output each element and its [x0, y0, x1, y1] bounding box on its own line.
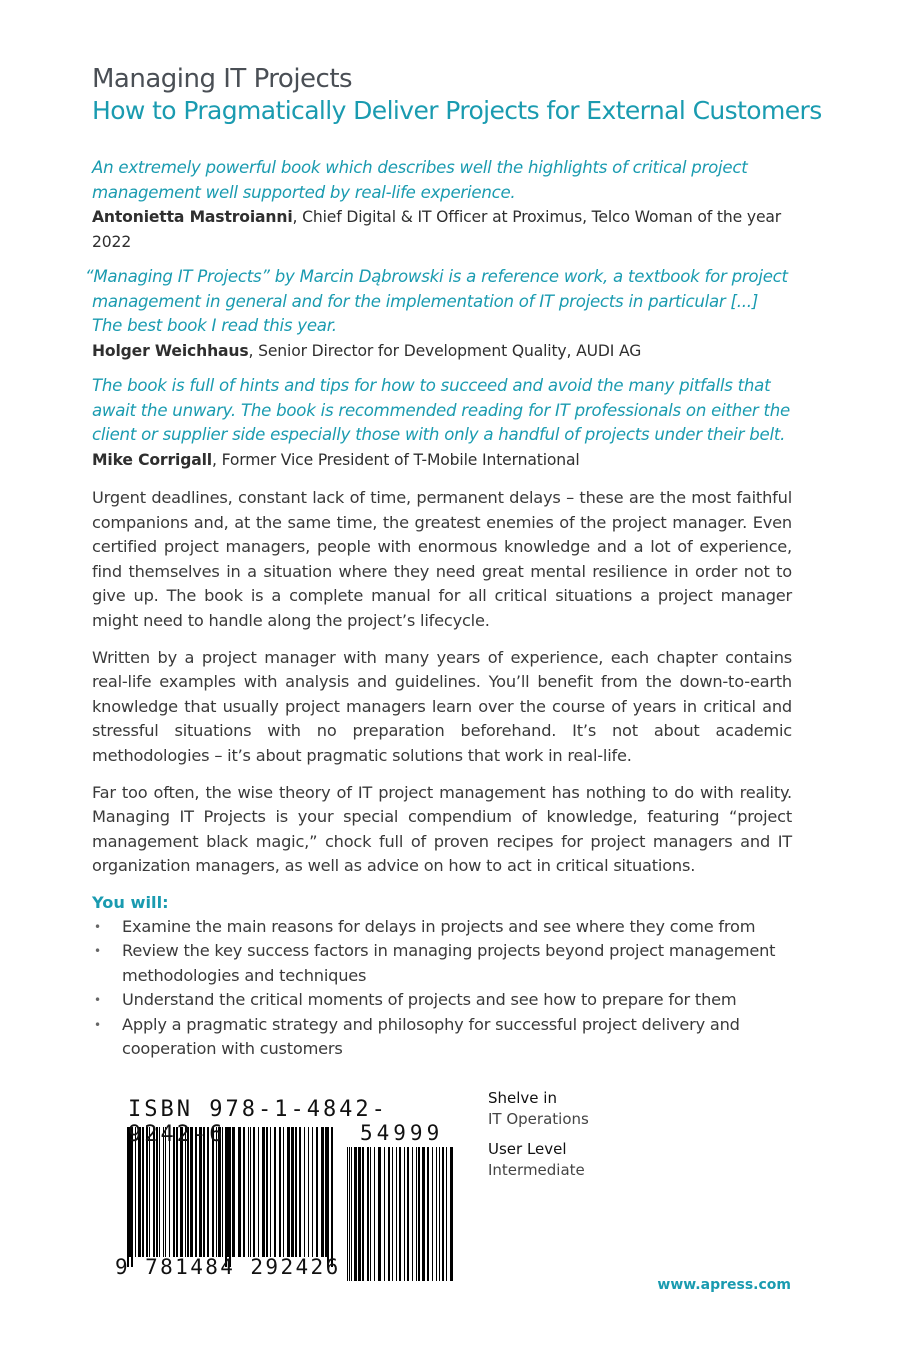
bullet-icon: •: [94, 1017, 101, 1032]
barcode-bar: [370, 1147, 371, 1281]
endorser-name: Mike Corrigall: [92, 450, 212, 469]
isbn-barcode: [115, 1097, 465, 1285]
isbn-label: ISBN 978-1-4842-9242-6: [128, 1097, 388, 1147]
description-paragraph: Urgent deadlines, constant lack of time, permanent delays – these are the most faithful companions and, at the same time, the greatest enemies of the project manager. Even certified project managers, people with enormous knowledge and a lot of experience, find themselves in a situation where they need great mental resilience in order not to give up. The book is a complete manual for all critical situations a project manager might need to handle along the project’s lifecycle.: [92, 488, 792, 630]
cover-text: [85, 156, 792, 1062]
barcode-bar: [384, 1147, 385, 1281]
endorser-name: Antonietta Mastroianni: [92, 208, 293, 226]
description-paragraph: Far too often, the wise theory of IT project management has nothing to do with reality. Managing IT Projects is your special compendium of knowledge, featuring “project management black magic,” chock full of proven recipes for project managers and IT organization managers, as well as advice on how to act in critical situations.: [92, 782, 792, 876]
list-item-text: Examine the main reasons for delays in projects and see where they come from: [122, 916, 756, 936]
barcode-bar: [439, 1147, 440, 1281]
user-level-value: Intermediate: [488, 1161, 585, 1179]
barcode-guard-bar: [225, 1127, 227, 1267]
endorsement-quote: [85, 265, 792, 363]
barcode-bar: [347, 1147, 348, 1281]
book-title: Managing IT Projects: [92, 64, 353, 94]
you-will-list: [92, 915, 792, 1062]
endorser-role: , Chief Digital & IT Officer at Proximus, Telco Woman of the year 2022: [92, 208, 782, 251]
shelve-in-label: Shelve in: [488, 1089, 557, 1107]
barcode-bar: [367, 1147, 369, 1281]
description-paragraph: Written by a project manager with many years of experience, each chapter contains real-life examples with analysis and guidelines. You’ll benefit from the down-to-earth knowledge that usually project managers learn over the course of years in critical and stressful situations with no preparation beforehand. It’s not about academic methodologies – it’s about pragmatic solutions that work in real-life.: [92, 647, 792, 765]
bullet-icon: •: [94, 993, 101, 1008]
barcode-bar: [351, 1147, 352, 1281]
list-item: [92, 939, 792, 988]
barcode-bar: [399, 1147, 401, 1281]
publisher-website: www.apress.com: [657, 1277, 791, 1293]
bullet-icon: •: [94, 919, 101, 934]
main-barcode: [127, 1127, 333, 1267]
quote-attribution: [92, 205, 792, 254]
barcode-bar: [362, 1147, 364, 1281]
list-item: [92, 988, 792, 1013]
barcode-bar: [374, 1147, 375, 1281]
endorsement-quote: [92, 156, 792, 254]
endorser-role: , Former Vice President of T-Mobile International: [211, 450, 580, 469]
quote-text: The book is full of hints and tips for how to succeed and avoid the many pitfalls that await the unwary. The book is recommended reading for IT professionals on either the client or supplier side especially those with only a handful of projects under their belt.: [92, 376, 790, 444]
bullet-icon: •: [94, 944, 101, 959]
barcode-guard-bar: [229, 1127, 231, 1267]
barcode-bar: [416, 1147, 417, 1281]
barcode-bar: [404, 1147, 405, 1281]
price-addon-barcode: [347, 1147, 453, 1281]
barcode-bar: [378, 1147, 381, 1281]
list-item-text: Review the key success factors in managing projects beyond project management methodologies and techniques: [122, 941, 776, 985]
quote-attribution: [92, 339, 792, 364]
you-will-heading: You will:: [92, 892, 169, 912]
endorser-name: Holger Weichhaus: [92, 341, 249, 360]
endorser-role: , Senior Director for Development Quality, AUDI AG: [248, 341, 642, 360]
quote-text: An extremely powerful book which describes well the highlights of critical project management well supported by real-life experience.: [92, 158, 748, 202]
barcode-bar: [349, 1147, 350, 1281]
barcode-bar: [412, 1147, 413, 1281]
ean-digits: 9 781484 292426: [115, 1255, 341, 1279]
shelve-in-value: IT Operations: [488, 1110, 589, 1128]
barcode-bar: [358, 1147, 361, 1281]
barcode-guard-bar: [131, 1127, 133, 1267]
barcode-bar: [418, 1147, 420, 1281]
shelving-info: [488, 1088, 589, 1190]
barcode-guard-bar: [327, 1127, 329, 1267]
list-item-text: Apply a pragmatic strategy and philosophy for successful project delivery and cooperation with customers: [122, 1014, 740, 1059]
price-code: 54999: [360, 1121, 444, 1145]
barcode-bar: [396, 1147, 397, 1281]
quote-attribution: [92, 448, 792, 473]
barcode-bar: [450, 1147, 453, 1281]
barcode-bar: [436, 1147, 437, 1281]
list-item: [92, 1013, 792, 1062]
list-item-text: Understand the critical moments of projects and see how to prepare for them: [122, 990, 737, 1010]
barcode-bar: [432, 1147, 433, 1281]
list-item: [92, 915, 792, 940]
quote-text: “Managing IT Projects” by Marcin Dąbrowski is a reference work, a textbook for project management in general and for the implementation of IT projects in particular [...] The best book I read this year.: [85, 267, 788, 335]
barcode-bar: [427, 1147, 429, 1281]
barcode-bar: [388, 1147, 390, 1281]
barcode-guard-bar: [331, 1127, 333, 1267]
barcode-bar: [392, 1147, 393, 1281]
barcode-bar: [442, 1147, 444, 1281]
book-subtitle: How to Pragmatically Deliver Projects for External Customers: [92, 96, 822, 125]
user-level-label: User Level: [488, 1140, 567, 1158]
barcode-bar: [446, 1147, 447, 1281]
barcode-bar: [407, 1147, 409, 1281]
barcode-bar: [422, 1147, 425, 1281]
endorsement-quote: [92, 374, 792, 472]
barcode-bar: [354, 1147, 357, 1281]
barcode-guard-bar: [127, 1127, 129, 1267]
